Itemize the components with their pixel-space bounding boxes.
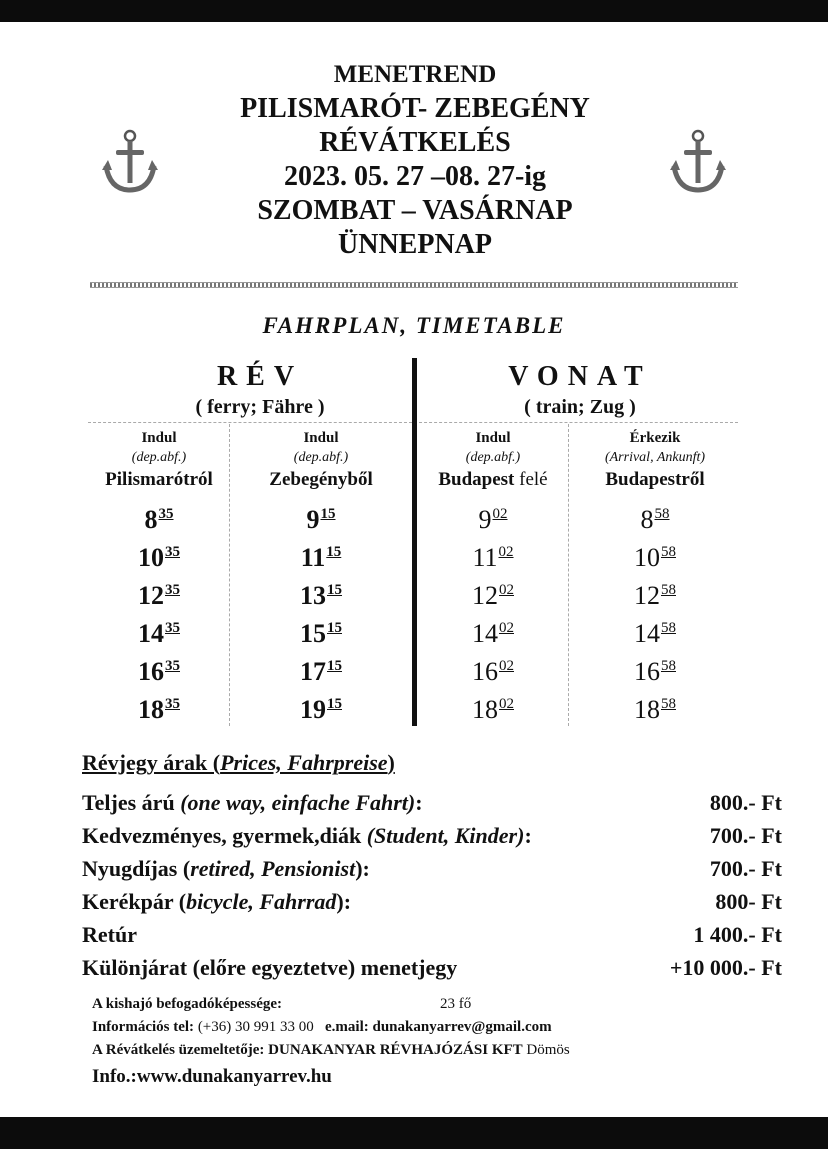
time-hour: 12 <box>138 581 164 610</box>
column-header-destination <box>418 468 568 492</box>
time-cell <box>570 502 740 538</box>
capacity-line <box>92 996 472 1013</box>
prices-title-close: ) <box>387 750 395 775</box>
time-minute: 15 <box>327 582 342 598</box>
price-label-text: : <box>524 823 532 848</box>
time-cell <box>418 616 568 652</box>
operator-label: A Révátkelés üzemeltetője: DUNAKANYAR RÉVHAJÓZÁSI KFT <box>92 1042 523 1058</box>
column-header-arrival-ankunft: (Arrival, Ankunft) <box>604 450 706 465</box>
capacity-label: A kishajó befogadóképessége: <box>92 996 283 1012</box>
price-label-translation: retired, Pensionist <box>190 856 356 881</box>
time-hour: 10 <box>138 543 164 572</box>
column-header-origin: Zebegényből <box>269 469 373 490</box>
time-minute: 58 <box>661 658 676 674</box>
time-hour: 10 <box>634 543 660 572</box>
price-row <box>82 790 782 822</box>
price-value: 800- Ft <box>715 889 782 914</box>
time-cell <box>230 502 412 538</box>
time-hour: 14 <box>472 619 498 648</box>
price-label <box>82 823 532 849</box>
prices-title <box>82 750 395 776</box>
capacity-value: 23 fő <box>440 996 472 1012</box>
time-minute: 35 <box>165 658 180 674</box>
time-cell <box>230 578 412 614</box>
time-minute: 35 <box>165 620 180 636</box>
column-header-depart: Indul <box>475 430 511 446</box>
anchor-icon <box>100 128 160 198</box>
train-title: VONAT <box>508 361 652 392</box>
time-hour: 11 <box>300 543 326 572</box>
time-cell <box>90 616 228 652</box>
time-hour: 16 <box>138 657 164 686</box>
prices-title-text: Révjegy árak ( <box>82 750 221 775</box>
time-cell <box>418 692 568 728</box>
column-header-depart: Indul <box>303 430 339 446</box>
price-label-text: ): <box>355 856 370 881</box>
contact-line <box>92 1019 552 1036</box>
time-hour: 9 <box>478 505 492 534</box>
page-header <box>150 58 680 262</box>
time-cell <box>418 654 568 690</box>
time-hour: 18 <box>634 695 660 724</box>
time-cell <box>230 692 412 728</box>
ferry-train-divider <box>412 358 417 726</box>
time-minute: 15 <box>327 696 342 712</box>
time-hour: 18 <box>472 695 498 724</box>
price-label-text: Teljes árú <box>82 790 181 815</box>
time-hour: 9 <box>306 505 320 534</box>
phone-label: Információs tel: <box>92 1019 195 1035</box>
ferry-group-header <box>110 360 410 420</box>
time-cell <box>418 540 568 576</box>
price-value: 1 400.- Ft <box>693 922 782 947</box>
prices-title-translation: Prices, Fahrpreise <box>220 750 388 775</box>
time-hour: 14 <box>138 619 164 648</box>
time-hour: 15 <box>300 619 326 648</box>
price-value: 700.- Ft <box>709 823 782 848</box>
destination-direction: felé <box>514 469 548 490</box>
header-line-2: PILISMARÓT- ZEBEGÉNY <box>240 93 590 124</box>
price-label-translation: (Student, Kinder) <box>366 823 525 848</box>
time-cell <box>230 540 412 576</box>
price-label-translation: (one way, einfache Fahrt) <box>180 790 416 815</box>
price-label-text: Nyugdíjas ( <box>82 856 191 881</box>
phone-value: (+36) 30 991 33 00 <box>194 1019 314 1035</box>
time-minute: 58 <box>654 506 670 522</box>
time-hour: 17 <box>300 657 326 686</box>
column-header-dep-abf: (dep.abf.) <box>131 450 187 465</box>
price-row <box>82 856 782 888</box>
time-hour: 12 <box>472 581 498 610</box>
anchor-icon <box>668 128 728 198</box>
header-line-6: ÜNNEPNAP <box>338 229 492 260</box>
time-hour: 14 <box>634 619 660 648</box>
price-row <box>82 955 782 987</box>
column-header-zebegeny <box>230 428 412 492</box>
time-hour: 12 <box>634 581 660 610</box>
column-header-origin: Budapestről <box>605 469 705 490</box>
email-value: dunakanyarrev@gmail.com <box>368 1019 552 1035</box>
time-hour: 13 <box>300 581 326 610</box>
price-value: 700.- Ft <box>709 856 782 881</box>
column-header-pilismarot <box>90 428 228 492</box>
header-line-1: MENETREND <box>333 61 497 88</box>
column-header-dep-abf: (dep.abf.) <box>293 450 349 465</box>
column-header-to-budapest <box>418 428 568 492</box>
header-line-4: 2023. 05. 27 –08. 27-ig <box>283 161 547 192</box>
column-header-arrival: Érkezik <box>629 430 681 446</box>
time-minute: 02 <box>499 582 514 598</box>
time-cell <box>90 540 228 576</box>
time-minute: 35 <box>165 582 180 598</box>
time-minute: 58 <box>661 544 676 560</box>
price-label-text: Kedvezményes, gyermek,diák <box>82 823 367 848</box>
price-label <box>82 955 457 981</box>
time-hour: 18 <box>138 695 164 724</box>
time-cell <box>418 578 568 614</box>
destination-city: Budapest <box>438 469 515 490</box>
time-cell <box>90 502 228 538</box>
bottom-dark-bar <box>0 1117 828 1149</box>
time-cell <box>570 654 740 690</box>
column-header-dep-abf: (dep.abf.) <box>465 450 521 465</box>
time-minute: 35 <box>165 696 180 712</box>
header-line-3: RÉVÁTKELÉS <box>319 127 511 158</box>
time-minute: 15 <box>327 658 342 674</box>
time-minute: 35 <box>165 544 180 560</box>
time-hour: 19 <box>300 695 326 724</box>
time-cell <box>570 540 740 576</box>
time-cell <box>90 692 228 728</box>
column-header-from-budapest <box>570 428 740 492</box>
price-label <box>82 889 351 915</box>
time-hour: 16 <box>472 657 498 686</box>
time-cell <box>90 578 228 614</box>
price-value: +10 000.- Ft <box>669 955 782 980</box>
time-hour: 8 <box>144 505 158 534</box>
time-minute: 02 <box>499 620 514 636</box>
time-minute: 15 <box>327 620 342 636</box>
time-hour: 8 <box>640 505 654 534</box>
time-minute: 02 <box>498 544 514 560</box>
top-dark-bar <box>0 0 828 22</box>
price-row <box>82 889 782 921</box>
time-cell <box>570 692 740 728</box>
decorative-divider <box>90 282 738 288</box>
time-hour: 11 <box>472 543 498 572</box>
train-subtitle: ( train; Zug ) <box>524 396 636 418</box>
website-link[interactable]: Info.:www.dunakanyarrev.hu <box>92 1066 332 1087</box>
price-label-text: Kerékpár ( <box>82 889 187 914</box>
time-minute: 35 <box>158 506 174 522</box>
operator-line <box>92 1042 570 1059</box>
time-cell <box>418 502 568 538</box>
price-row <box>82 823 782 855</box>
time-minute: 58 <box>661 620 676 636</box>
time-minute: 58 <box>661 696 676 712</box>
time-minute: 02 <box>499 658 514 674</box>
price-label <box>82 922 137 948</box>
ferry-title: RÉV <box>216 361 304 392</box>
operator-city: Dömös <box>522 1042 570 1058</box>
column-divider <box>568 424 569 726</box>
time-cell <box>230 654 412 690</box>
time-minute: 15 <box>320 506 336 522</box>
time-cell <box>570 578 740 614</box>
price-label-text: Retúr <box>82 922 137 947</box>
email-label: e.mail: <box>325 1019 369 1035</box>
price-label-text: ): <box>336 889 352 914</box>
time-cell <box>570 616 740 652</box>
price-value: 800.- Ft <box>709 790 782 815</box>
header-line-5: SZOMBAT – VASÁRNAP <box>257 195 573 226</box>
price-row <box>82 922 782 954</box>
time-minute: 15 <box>326 544 342 560</box>
price-label-translation: bicycle, Fahrrad <box>186 889 337 914</box>
time-cell <box>90 654 228 690</box>
timetable-subtitle: FAHRPLAN, TIMETABLE <box>262 313 566 338</box>
price-label-text: Különjárat (előre egyeztetve) menetjegy <box>82 955 458 980</box>
time-hour: 16 <box>634 657 660 686</box>
train-group-header <box>420 360 740 420</box>
column-header-depart: Indul <box>141 430 177 446</box>
price-label <box>82 856 370 882</box>
ferry-subtitle: ( ferry; Fähre ) <box>195 396 325 418</box>
price-label-text: : <box>415 790 423 815</box>
column-header-origin: Pilismarótról <box>105 469 213 490</box>
price-label <box>82 790 423 816</box>
time-cell <box>230 616 412 652</box>
time-minute: 02 <box>499 696 514 712</box>
time-minute: 58 <box>661 582 676 598</box>
time-minute: 02 <box>492 506 508 522</box>
